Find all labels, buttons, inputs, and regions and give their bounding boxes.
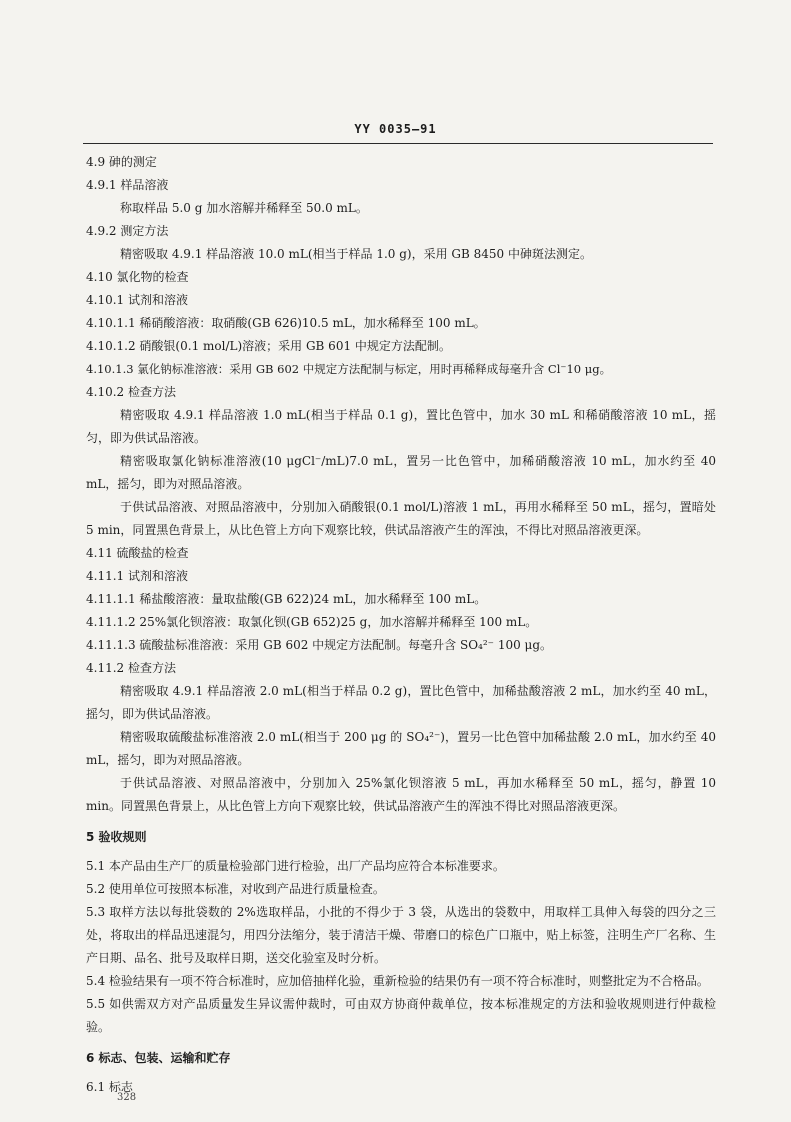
item-4-11-1-2: 4.11.1.2 25%氯化钡溶液：取氯化钡(GB 652)25 g，加水溶解并稀释至 100 mL。 xyxy=(86,615,538,629)
heading-4-11-2: 4.11.2 检查方法 xyxy=(86,661,176,675)
text-4-9-1: 称取样品 5.0 g 加水溶解并稀释至 50.0 mL。 xyxy=(120,201,368,215)
clause-5-5: 5.5 如供需双方对产品质量发生异议需仲裁时，可由双方协商仲裁单位，按本标准规定的方法和验收规则进行仲裁检验。 xyxy=(86,997,716,1034)
standard-code-header: YY 0035—91 xyxy=(354,122,437,136)
text-4-9-2: 精密吸取 4.9.1 样品溶液 10.0 mL(相当于样品 1.0 g)，采用 GB 8450 中砷斑法测定。 xyxy=(120,247,593,261)
section-5-title: 5 验收规则 xyxy=(86,830,147,844)
clause-5-4: 5.4 检验结果有一项不符合标准时，应加倍抽样化验，重新检验的结果仍有一项不符合标准时，则整批定为不合格品。 xyxy=(86,974,709,988)
item-4-10-1-2: 4.10.1.2 硝酸银(0.1 mol/L)溶液；采用 GB 601 中规定方法配制。 xyxy=(86,339,451,353)
heading-4-11-1: 4.11.1 试剂和溶液 xyxy=(86,569,188,583)
heading-4-9: 4.9 砷的测定 xyxy=(86,155,157,169)
item-4-10-1-1: 4.10.1.1 稀硝酸溶液：取硝酸(GB 626)10.5 mL，加水稀释至 100 mL。 xyxy=(86,316,486,330)
document-body xyxy=(86,151,716,1099)
paragraph-4-10-2-a: 精密吸取 4.9.1 样品溶液 1.0 mL(相当于样品 0.1 g)，置比色管中，加水 30 mL 和稀硝酸溶液 10 mL，摇匀，即为供试品溶液。 xyxy=(86,408,716,445)
heading-4-10-1: 4.10.1 试剂和溶液 xyxy=(86,293,188,307)
paragraph-4-11-2-b: 精密吸取硫酸盐标准溶液 2.0 mL(相当于 200 μg 的 SO₄²⁻)，置另一比色管中加稀盐酸 2.0 mL，加水约至 40 mL，摇匀，即为对照品溶液。 xyxy=(86,730,716,767)
paragraph-4-11-2-c: 于供试品溶液、对照品溶液中，分别加入 25%氯化钡溶液 5 mL，再加水稀释至 50 mL，摇匀，静置 10 min。同置黑色背景上，从比色管上方向下观察比较，供试品溶液产生的浑浊不得比对照品溶液更深。 xyxy=(86,776,716,813)
item-4-11-1-3: 4.11.1.3 硫酸盐标准溶液：采用 GB 602 中规定方法配制。每毫升含 SO₄²⁻ 100 μg。 xyxy=(86,638,553,652)
paragraph-4-10-2-b: 精密吸取氯化钠标准溶液(10 μgCl⁻/mL)7.0 mL，置另一比色管中，加稀硝酸溶液 10 mL，加水约至 40 mL，摇匀，即为对照品溶液。 xyxy=(86,454,716,491)
heading-4-11: 4.11 硫酸盐的检查 xyxy=(86,546,189,560)
clause-5-3: 5.3 取样方法以每批袋数的 2%选取样品，小批的不得少于 3 袋，从选出的袋数中，用取样工具伸入每袋的四分之三处，将取出的样品迅速混匀，用四分法缩分，装于清洁干燥、带磨口的棕色广口瓶中，贴上标签，注明生产厂名称、生产日期、品名、批号及取样日期，送交化验室及时分析。 xyxy=(86,905,716,965)
heading-4-10-2: 4.10.2 检查方法 xyxy=(86,385,176,399)
paragraph-4-11-2-a: 精密吸取 4.9.1 样品溶液 2.0 mL(相当于样品 0.2 g)，置比色管中，加稀盐酸溶液 2 mL，加水约至 40 mL，摇匀，即为供试品溶液。 xyxy=(86,684,716,721)
heading-6-1: 6.1 标志 xyxy=(86,1080,133,1094)
clause-5-1: 5.1 本产品由生产厂的质量检验部门进行检验，出厂产品均应符合本标准要求。 xyxy=(86,859,505,873)
page-number: 328 xyxy=(117,1092,137,1103)
section-6-title: 6 标志、包装、运输和贮存 xyxy=(86,1051,231,1065)
heading-4-9-1: 4.9.1 样品溶液 xyxy=(86,178,169,192)
paragraph-4-10-2-c: 于供试品溶液、对照品溶液中，分别加入硝酸银(0.1 mol/L)溶液 1 mL，再用水稀释至 50 mL，摇匀，置暗处 5 min，同置黑色背景上，从比色管上方向下观察比较，供试品溶液产生的浑浊，不得比对照品溶液更深。 xyxy=(86,500,716,537)
heading-4-10: 4.10 氯化物的检查 xyxy=(86,270,189,284)
heading-4-9-2: 4.9.2 测定方法 xyxy=(86,224,169,238)
item-4-11-1-1: 4.11.1.1 稀盐酸溶液：量取盐酸(GB 622)24 mL，加水稀释至 100 mL。 xyxy=(86,592,487,606)
header-rule xyxy=(83,143,713,144)
clause-5-2: 5.2 使用单位可按照本标准，对收到产品进行质量检查。 xyxy=(86,882,385,896)
item-4-10-1-3: 4.10.1.3 氯化钠标准溶液：采用 GB 602 中规定方法配制与标定，用时再稀释成每毫升含 Cl⁻10 μg。 xyxy=(86,362,612,376)
